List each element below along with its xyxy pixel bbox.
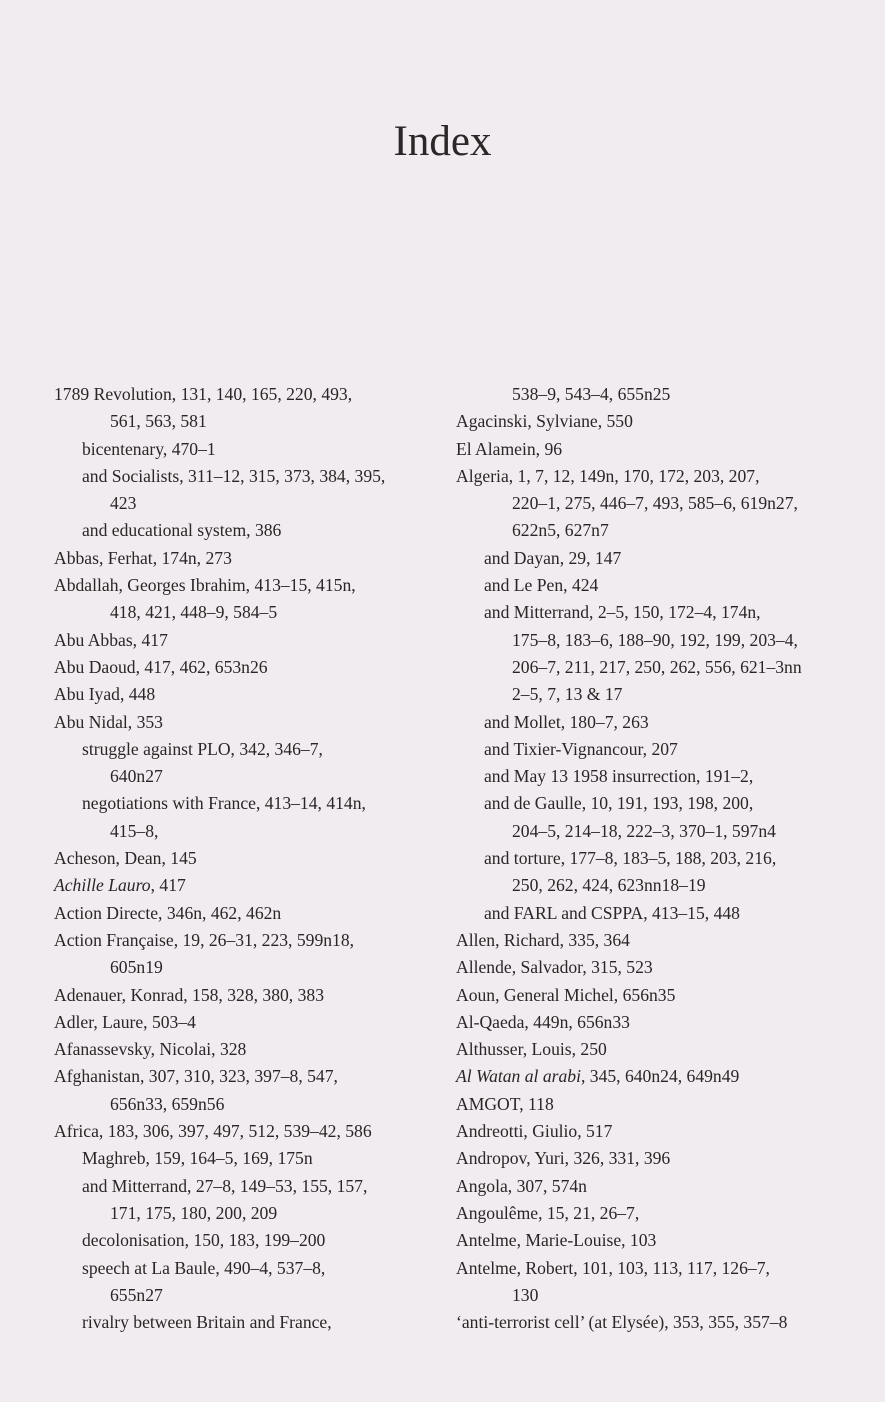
index-entry (54, 490, 454, 517)
index-entry-text: Abu Abbas, 417 (54, 629, 168, 650)
index-entry (54, 1282, 454, 1309)
index-entry (54, 790, 454, 817)
index-entry (456, 982, 876, 1009)
index-entry-locators: , 345, 640n24, 649n49 (580, 1066, 740, 1087)
index-entry-text: and Tixier-Vignancour, 207 (484, 738, 678, 759)
index-entry (456, 790, 876, 817)
index-entry-text: 640n27 (110, 766, 163, 787)
index-entry-text: 250, 262, 424, 623nn18–19 (512, 875, 706, 896)
index-entry-text: 538–9, 543–4, 655n25 (512, 384, 671, 404)
index-entry (54, 1063, 454, 1090)
index-entry-text: and May 13 1958 insurrection, 191–2, (484, 766, 754, 787)
index-entry-text: Allen, Richard, 335, 364 (456, 929, 630, 950)
index-entry-text: Abu Nidal, 353 (54, 711, 163, 732)
index-entry-text: Al-Qaeda, 449n, 656n33 (456, 1011, 630, 1032)
index-entry-text: 204–5, 214–18, 222–3, 370–1, 597n4 (512, 820, 776, 841)
index-entry-text: Maghreb, 159, 164–5, 169, 175n (82, 1148, 313, 1169)
index-entry (54, 982, 454, 1009)
index-entry (456, 927, 876, 954)
index-entry-text: 415–8, (110, 820, 159, 841)
index-entry (54, 845, 454, 872)
index-entry (54, 463, 454, 490)
index-entry-text: and Mitterrand, 2–5, 150, 172–4, 174n, (484, 602, 761, 623)
index-entry (456, 627, 876, 654)
index-entry (54, 709, 454, 736)
index-entry-text: bicentenary, 470–1 (82, 438, 216, 459)
index-entry-text: Allende, Salvador, 315, 523 (456, 957, 653, 978)
index-entry (54, 736, 454, 763)
index-entry (456, 1255, 876, 1282)
index-entry-text: speech at La Baule, 490–4, 537–8, (82, 1257, 326, 1278)
index-entry-text: Algeria, 1, 7, 12, 149n, 170, 172, 203, 207, (456, 465, 760, 486)
index-entry (456, 463, 876, 490)
index-entry (54, 1091, 454, 1118)
index-entry (54, 627, 454, 654)
index-entry (54, 1036, 454, 1063)
index-entry-text: 175–8, 183–6, 188–90, 192, 199, 203–4, (512, 629, 798, 650)
index-entry-text: Althusser, Louis, 250 (456, 1039, 607, 1060)
index-entry (456, 545, 876, 572)
index-entry (456, 1063, 876, 1090)
index-entry (456, 763, 876, 790)
index-entry-text: ‘anti-terrorist cell’ (at Elysée), 353, 355, 357–8 (456, 1312, 788, 1333)
index-entry-text: Antelme, Marie-Louise, 103 (456, 1230, 657, 1251)
index-entry-text: and de Gaulle, 10, 191, 193, 198, 200, (484, 793, 754, 814)
index-entry (456, 736, 876, 763)
index-entry-text: Aoun, General Michel, 656n35 (456, 984, 676, 1005)
index-entry (54, 763, 454, 790)
index-entry (54, 436, 454, 463)
index-entry (456, 1200, 876, 1227)
index-entry-text: Action Française, 19, 26–31, 223, 599n18, (54, 929, 355, 950)
index-entry (456, 654, 876, 681)
index-entry-text: 622n5, 627n7 (512, 520, 609, 541)
index-entry-text: Afanassevsky, Nicolai, 328 (54, 1039, 247, 1060)
index-entry-text: Angoulême, 15, 21, 26–7, (456, 1202, 640, 1223)
index-entry-text: Abdallah, Georges Ibrahim, 413–15, 415n, (54, 575, 356, 596)
index-entry-text: 220–1, 275, 446–7, 493, 585–6, 619n27, (512, 493, 798, 514)
index-entry (54, 1227, 454, 1254)
index-entry-text: Adler, Laure, 503–4 (54, 1011, 196, 1032)
index-entry-text: 605n19 (110, 957, 163, 978)
index-entry (456, 381, 876, 408)
index-entry (54, 517, 454, 544)
index-entry-text: 561, 563, 581 (110, 411, 207, 432)
index-entry-text: decolonisation, 150, 183, 199–200 (82, 1230, 326, 1251)
index-entry-text: and Mollet, 180–7, 263 (484, 711, 649, 732)
index-entry (456, 1036, 876, 1063)
index-entry-text: Achille Lauro (54, 875, 151, 896)
index-entry-text: Andropov, Yuri, 326, 331, 396 (456, 1148, 671, 1169)
index-entry-text: 171, 175, 180, 200, 209 (110, 1202, 278, 1223)
index-entry (54, 1145, 454, 1172)
index-entry-text: 206–7, 211, 217, 250, 262, 556, 621–3nn (512, 656, 802, 677)
index-entry (54, 818, 454, 845)
index-entry (456, 572, 876, 599)
index-entry-text: and Le Pen, 424 (484, 575, 599, 596)
index-entry (456, 900, 876, 927)
index-entry-text: Africa, 183, 306, 397, 497, 512, 539–42, 586 (54, 1121, 372, 1142)
index-entry (456, 1282, 876, 1309)
index-entry (456, 845, 876, 872)
index-entry (456, 818, 876, 845)
index-entry (54, 1118, 454, 1145)
index-entry (54, 872, 454, 899)
index-entry-text: 418, 421, 448–9, 584–5 (110, 602, 278, 623)
index-entry (54, 545, 454, 572)
index-entry (54, 954, 454, 981)
index-entry (456, 1145, 876, 1172)
index-entry-text: rivalry between Britain and France, (82, 1312, 332, 1333)
index-entry (456, 1173, 876, 1200)
index-entry (456, 599, 876, 626)
index-entry-text: Afghanistan, 307, 310, 323, 397–8, 547, (54, 1066, 338, 1087)
index-entry-text: El Alamein, 96 (456, 438, 563, 459)
index-entry (54, 1309, 454, 1336)
index-entry (456, 490, 876, 517)
index-entry-text: Angola, 307, 574n (456, 1175, 587, 1196)
index-entry-text: Agacinski, Sylviane, 550 (456, 411, 633, 432)
index-entry (54, 900, 454, 927)
index-entry (54, 1255, 454, 1282)
index-entry-text: and Dayan, 29, 147 (484, 547, 622, 568)
index-entry-text: Acheson, Dean, 145 (54, 848, 197, 869)
index-entry-text: Andreotti, Giulio, 517 (456, 1121, 613, 1142)
index-entry (456, 1309, 876, 1336)
page-title: Index (393, 118, 492, 165)
index-entry (456, 1118, 876, 1145)
index-entry (54, 654, 454, 681)
index-entry (456, 1009, 876, 1036)
index-entry-text: 656n33, 659n56 (110, 1093, 225, 1114)
index-entry-text: negotiations with France, 413–14, 414n, (82, 793, 366, 814)
index-entry (456, 517, 876, 544)
index-entry-text: and educational system, 386 (82, 520, 282, 541)
index-entry-text: AMGOT, 118 (456, 1093, 554, 1114)
index-entry (456, 408, 876, 435)
index-entry-text: 2–5, 7, 13 & 17 (512, 684, 623, 705)
index-entry (456, 436, 876, 463)
index-entry (54, 599, 454, 626)
index-entry-locators: , 417 (150, 875, 186, 896)
index-entry (54, 572, 454, 599)
index-entry-text: Antelme, Robert, 101, 103, 113, 117, 126–7, (456, 1257, 770, 1278)
index-entry-text: and FARL and CSPPA, 413–15, 448 (484, 902, 740, 923)
index-entry (54, 1200, 454, 1227)
index-entry-text: and Mitterrand, 27–8, 149–53, 155, 157, (82, 1175, 368, 1196)
index-entry-text: 423 (110, 493, 137, 514)
index-entry-text: Abu Iyad, 448 (54, 684, 156, 705)
index-entry-text: 655n27 (110, 1284, 163, 1305)
index-entry (456, 954, 876, 981)
index-entry-text: Abbas, Ferhat, 174n, 273 (54, 547, 232, 568)
index-entry-text: Adenauer, Konrad, 158, 328, 380, 383 (54, 984, 324, 1005)
index-entry (456, 709, 876, 736)
index-column-right (456, 381, 876, 1336)
index-entry-text: Action Directe, 346n, 462, 462n (54, 902, 282, 923)
index-column-left (54, 381, 454, 1336)
index-entry-text: and Socialists, 311–12, 315, 373, 384, 395, (82, 465, 386, 486)
index-entry (54, 408, 454, 435)
index-entry-text: Al Watan al arabi (456, 1066, 581, 1087)
index-entry (456, 681, 876, 708)
index-entry-text: struggle against PLO, 342, 346–7, (82, 738, 323, 759)
index-entry (456, 872, 876, 899)
index-entry (54, 1009, 454, 1036)
index-entry (456, 1091, 876, 1118)
index-entry (54, 681, 454, 708)
index-entry-text: Abu Daoud, 417, 462, 653n26 (54, 656, 268, 677)
index-entry (54, 1173, 454, 1200)
index-entry-text: 130 (512, 1284, 539, 1305)
index-entry-text: and torture, 177–8, 183–5, 188, 203, 216, (484, 848, 777, 869)
index-entry (54, 927, 454, 954)
index-entry (54, 381, 454, 408)
index-entry (456, 1227, 876, 1254)
index-entry-text: 1789 Revolution, 131, 140, 165, 220, 493, (54, 384, 353, 404)
